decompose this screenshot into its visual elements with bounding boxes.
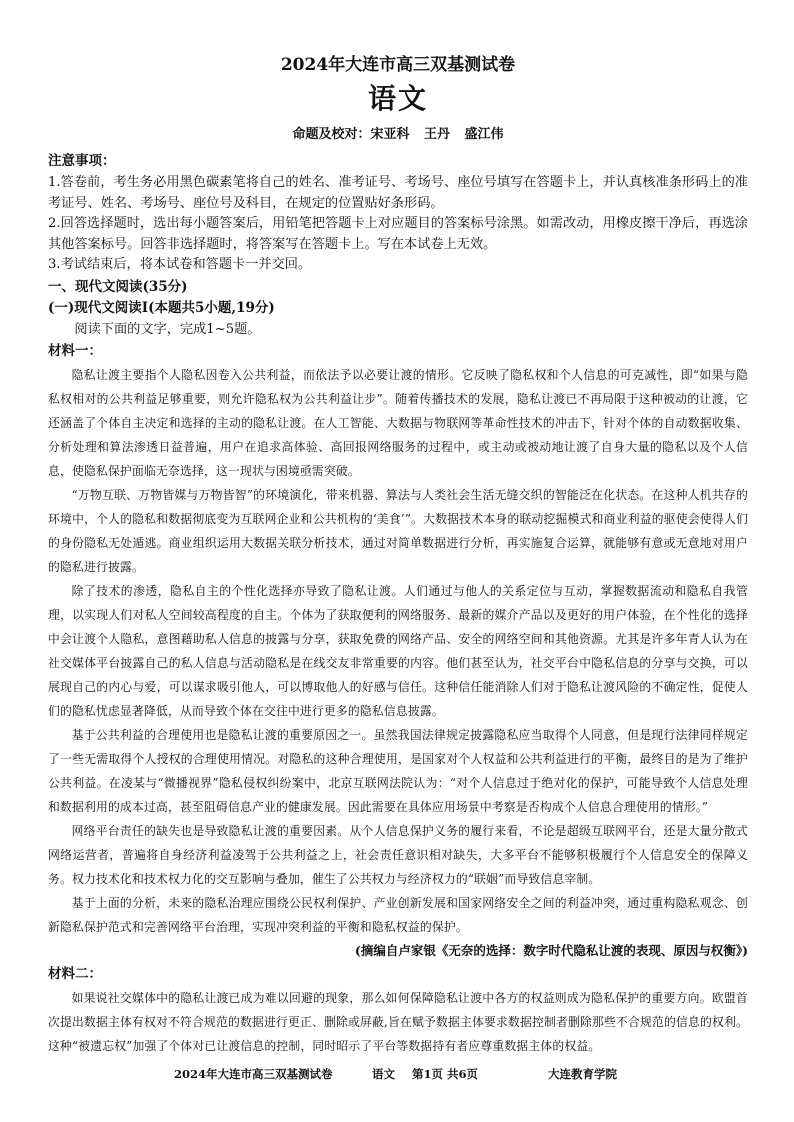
exam-page (48, 42, 748, 1102)
material2-label: 材料二： (48, 966, 102, 982)
footer-subject: 语文 (372, 1067, 395, 1081)
footer-publisher: 大连教育学院 (548, 1067, 617, 1081)
reading-instruction: 阅读下面的文字，完成1~5题。 (74, 321, 261, 337)
material1-paragraph-4: 基于公共利益的合理使用也是隐私让渡的重要原因之一。虽然我国法律规定披露隐私应当取得个人同意，但是现行法律同样规定了一些无需取得个人授权的合理使用情况。对隐私的这种合理使用，是国家对个人权益和公共利益进行的平衡，最终目的是为了维护公共利益。在凌某与“微播视界”隐私侵权纠纷案中，北京互联网法院认为：“对个人信息过于绝对化的保护，可能导致个人信息处理和数据利用的成本过高，甚至阻碍信息产业的健康发展。因此需要在具体应用场景中考察是否构成个人信息合理使用的情形。” (48, 728, 748, 814)
material1-source: (摘编自卢家银《无奈的选择：数字时代隐私让渡的表现、原因与权衡》) (354, 943, 748, 958)
notice-item-1: 1.答卷前，考生务必用黑色碳素笔将自己的姓名、准考证号、考场号、座位号填写在答题卡上，并认真核准条形码上的准考证号、姓名、考场号、座位号及科目，在规定的位置贴好条形码。 (48, 175, 748, 211)
subsection-heading: (一)现代文阅读Ⅰ(本题共5小题,19分) (48, 299, 275, 316)
material1-paragraph-3: 除了技术的渗透，隐私自主的个性化选择亦导致了隐私让渡。人们通过与他人的关系定位与互动，掌握数据流动和隐私自我管理，以实现人们对私人空间较高程度的自主。个体为了获取便利的网络服务、最新的媒介产品以及更好的用户体验，在个性化的选择中会让渡个人隐私，意图藉助私人信息的披露与分享，获取免费的网络产品、安全的网络空间和其他资源。尤其是许多年青人认为在社交媒体平台披露自己的私人信息与活动隐私是在线交友非常重要的内容。他们甚至认为，社交平台中隐私信息的分享与交换，可以展现自己的内心与爱，可以谋求吸引他人，可以博取他人的好感与信任。这种信任能消除人们对于隐私让渡风险的不确定性，促使人们的隐私忧虑显著降低，从而导致个体在交往中进行更多的隐私信息披露。 (48, 584, 748, 718)
authors-line: 命题及校对：宋亚科 王丹 盛江伟 (292, 127, 504, 142)
material1-paragraph-6: 基于上面的分析，未来的隐私治理应围绕公民权利保护、产业创新发展和国家网络安全之间的利益冲突，通过重构隐私观念、创新隐私保护范式和完善网络平台治理，实现冲突利益的平衡和隐私权益的保护。 (48, 896, 748, 934)
footer-exam-title: 2024年大连市高三双基测试卷 (174, 1067, 333, 1081)
section-heading: 一、现代文阅读(35分) (48, 278, 188, 295)
material2-paragraph-1: 如果说社交媒体中的隐私让渡已成为难以回避的现象，那么如何保障隐私让渡中各方的权益则成为隐私保护的重要方向。欧盟首次提出数据主体有权对不符合规范的数据进行更正、删除或屏蔽,旨在赋予数据主体要求数据控制者删除那些不合规范的信息的权利。这种“被遗忘权”加强了个体对已让渡信息的控制，同时昭示了平台等数据持有者应尊重数据主体的权益。 (48, 991, 748, 1053)
notice-item-2: 2.回答选择题时，选出每小题答案后，用铅笔把答题卡上对应题目的答案标号涂黑。如需改动，用橡皮擦干净后，再选涂其他答案标号。回答非选择题时，将答案写在答题卡上。写在本试卷上无效。 (48, 216, 748, 252)
notice-heading: 注意事项： (48, 153, 116, 169)
material1-paragraph-1: 隐私让渡主要指个人隐私因卷入公共利益，而依法予以必要让渡的情形。它反映了隐私权和个人信息的可克减性，即“如果与隐私权相对的公共利益足够重要，则允许隐私权为公共利益让步”。随着传播技术的发展，隐私让渡已不再局限于这种被动的让渡，它还涵盖了个体自主决定和选择的主动的隐私让渡。在人工智能、大数据与物联网等革命性技术的冲击下，针对个体的自动数据收集、分析处理和算法渗透日益普遍，用户在追求高体验、高回报网络服务的过程中，或主动或被动地让渡了自身大量的隐私以及个人信息，使隐私保护面临无奈选择，这一现状与困境亟需突破。 (48, 368, 748, 478)
material1-paragraph-5: 网络平台责任的缺失也是导致隐私让渡的重要因素。从个人信息保护义务的履行来看，不论是超级互联网平台，还是大量分散式网络运营者，普遍将自身经济利益凌驾于公共利益之上，社会责任意识相对缺失，大多平台不能够积极履行个人信息安全的保障义务。权力技术化和技术权力化的交互影响与叠加，催生了公共权力与经济权力的“联姻”而导致信息宰制。 (48, 824, 748, 886)
material1-paragraph-2: “万物互联、万物皆媒与万物皆智”的环境演化，带来机器、算法与人类社会生活无缝交织的智能泛在化状态。在这种人机共存的环境中，个人的隐私和数据彻底变为互联网企业和公共机构的‘美食’”。大数据技术本身的联动挖掘模式和商业利益的驱使会使得人们的身份隐私无处遁逃。商业组织运用大数据关联分析技术，通过对简单数据进行分析，再实施复合运算，就能够有意或无意地对用户的隐私进行披露。 (48, 488, 748, 574)
material1-label: 材料一： (48, 343, 102, 359)
subject-title: 语文 (367, 82, 428, 115)
notice-item-3: 3.考试结束后，将本试卷和答题卡一并交回。 (48, 257, 312, 272)
exam-title: 2024年大连市高三双基测试卷 (280, 55, 516, 75)
footer-page-number: 第1页 共6页 (412, 1067, 479, 1081)
